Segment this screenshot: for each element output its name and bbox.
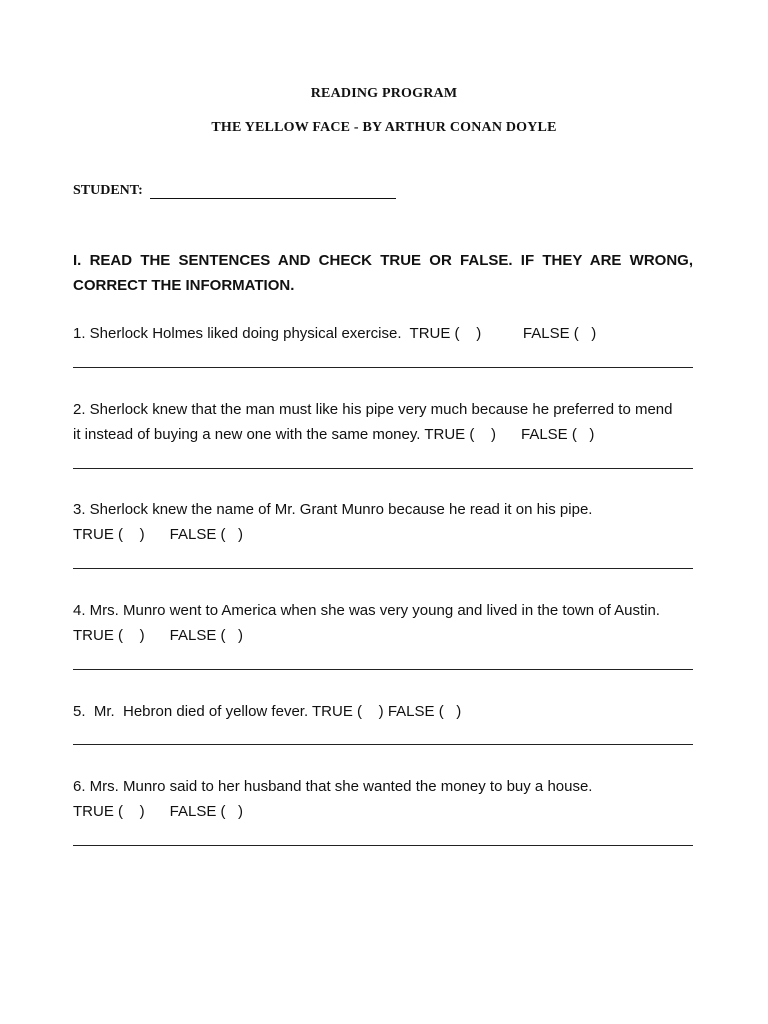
question-3 — [73, 497, 693, 547]
question-1-text: 1. Sherlock Holmes liked doing physical exercise. TRUE ( ) FALSE ( ) — [73, 325, 597, 342]
question-3-text: 3. Sherlock knew the name of Mr. Grant Munro because he read it on his pipe. — [73, 501, 593, 518]
question-5 — [73, 699, 693, 724]
question-6-text: 6. Mrs. Munro said to her husband that she wanted the money to buy a house. — [73, 778, 593, 795]
question-2-text-cont: it instead of buying a new one with the same money. TRUE ( ) FALSE ( ) — [73, 426, 595, 443]
question-3-options: TRUE ( ) FALSE ( ) — [73, 526, 244, 543]
answer-line-2[interactable] — [73, 468, 693, 469]
question-5-text: 5. Mr. Hebron died of yellow fever. TRUE ( ) FALSE ( ) — [73, 703, 462, 720]
student-name-input[interactable] — [150, 184, 396, 199]
question-4-text: 4. Mrs. Munro went to America when she was very young and lived in the town of Austin. — [73, 602, 660, 619]
student-label: STUDENT: — [73, 183, 143, 198]
question-2 — [73, 397, 693, 447]
answer-line-3[interactable] — [73, 568, 693, 569]
question-4-options: TRUE ( ) FALSE ( ) — [73, 627, 244, 644]
answer-line-1[interactable] — [73, 367, 693, 368]
answer-line-5[interactable] — [73, 744, 693, 745]
question-6-options: TRUE ( ) FALSE ( ) — [73, 803, 244, 820]
page-subtitle: THE YELLOW FACE - BY ARTHUR CONAN DOYLE — [211, 120, 557, 135]
student-field — [73, 183, 396, 199]
page-title: READING PROGRAM — [310, 86, 458, 101]
question-4 — [73, 598, 693, 648]
instructions-heading: I. READ THE SENTENCES AND CHECK TRUE OR FALSE. IF THEY ARE WRONG, CORRECT THE INFORMATION. — [73, 252, 693, 294]
question-1 — [73, 321, 693, 346]
answer-line-6[interactable] — [73, 845, 693, 846]
question-6 — [73, 774, 693, 824]
question-2-text: 2. Sherlock knew that the man must like his pipe very much because he preferred to mend — [73, 401, 673, 418]
answer-line-4[interactable] — [73, 669, 693, 670]
